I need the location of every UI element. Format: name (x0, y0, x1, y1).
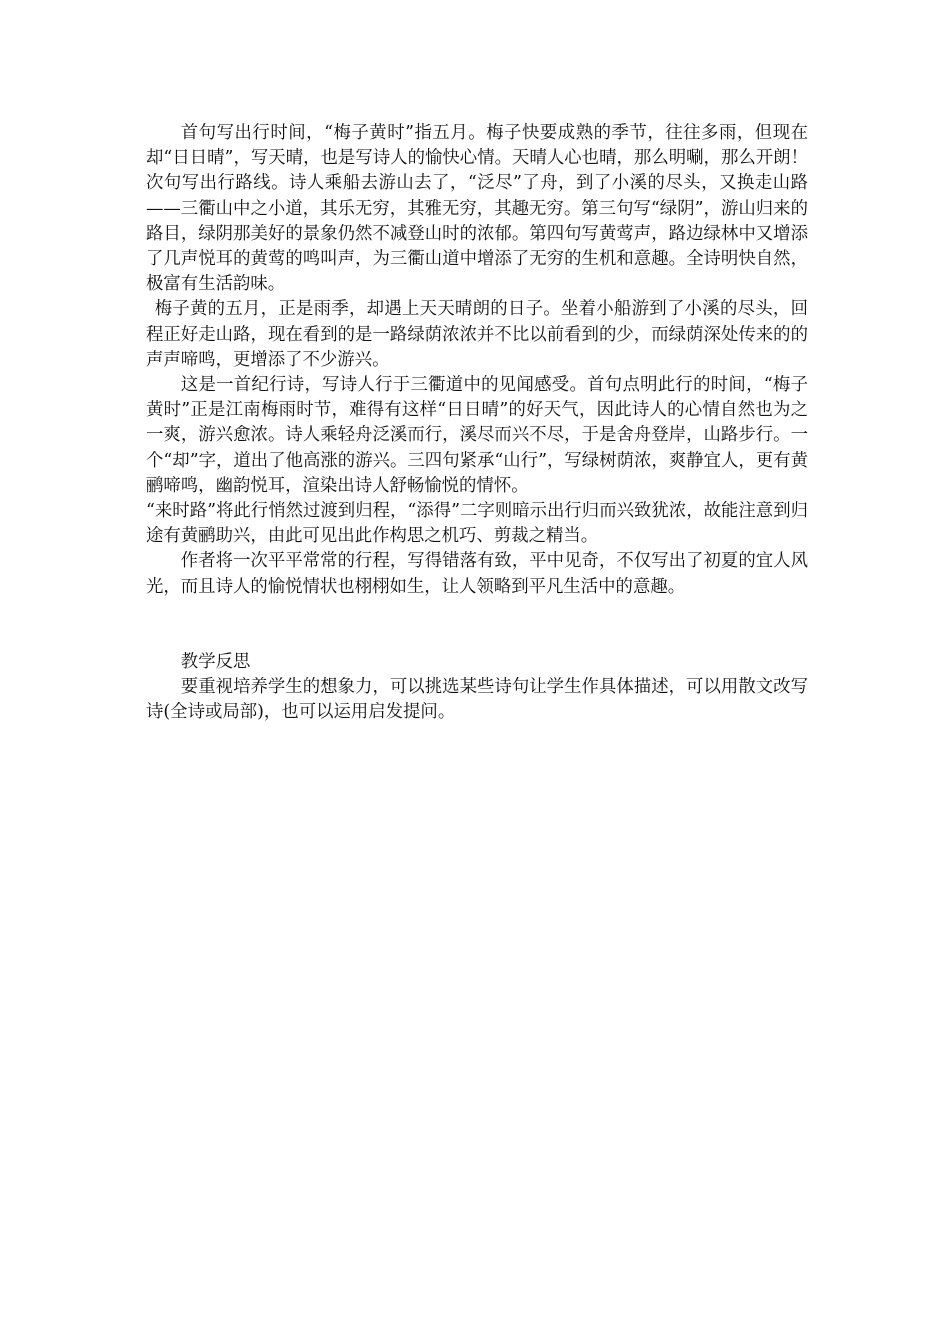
paragraph-travel-poem-intro: 这是一首纪行诗，写诗人行于三衢道中的见闻感受。首句点明此行的时间，“梅子黄时”正是江南梅雨时节，难得有这样“日日晴”的好天气，因此诗人的心情自然也为之一爽，游兴愈浓。诗人乘轻舟泛溪而行，溪尽而兴不尽，于是舍舟登岸，山路步行。一个“却”字，道出了他高涨的游兴。三四句紧承“山行”，写绿树荫浓，爽静宜人，更有黄鹂啼鸣，幽韵悦耳，渲染出诗人舒畅愉悦的情怀。 (146, 375, 808, 496)
paragraph-poem-paraphrase: 梅子黄的五月，正是雨季，却遇上天天晴朗的日子。坐着小船游到了小溪的尽头，回程正好走山路，现在看到的是一路绿荫浓浓并不比以前看到的少，而绿荫深处传来的的声声啼鸣，更增添了不少游兴。 (146, 299, 808, 370)
paragraph-poem-analysis: 首句写出行时间，“梅子黄时”指五月。梅子快要成熟的季节，往往多雨，但现在却“日日晴”，写天晴，也是写诗人的愉快心情。天晴人心也晴，那么明唰，那么开朗！次句写出行路线。诗人乘船去游山去了，“泛尽”了舟，到了小溪的尽头，又换走山路——三衢山中之小道，其乐无穷，其雅无穷，其趣无穷。第三句写“绿阴”，游山归来的路目，绿阴那美好的景象仍然不减登山时的浓郁。第四句写黄莺声，路边绿林中又增添了几声悦耳的黄莺的鸣叫声，为三衢山道中增添了无穷的生机和意趣。全诗明快自然，极富有生活韵味。 (146, 123, 808, 295)
paragraph-conclusion: 作者将一次平平常常的行程，写得错落有致，平中见奇，不仅写出了初夏的宜人风光，而且诗人的愉悦情状也栩栩如生，让人领略到平凡生活中的意趣。 (146, 551, 808, 597)
reflection-body: 要重视培养学生的想象力，可以挑选某些诗句让学生作具体描述，可以用散文改写诗(全诗或局部)，也可以运用启发提问。 (146, 677, 808, 723)
document-body (146, 121, 808, 725)
paragraph-return-journey: “来时路”将此行悄然过渡到归程，“添得”二字则暗示出行归而兴致犹浓，故能注意到归途有黄鹂助兴，由此可见出此作构思之机巧、剪裁之精当。 (146, 501, 808, 547)
section-spacer (146, 600, 808, 650)
reflection-heading: 教学反思 (180, 651, 251, 672)
